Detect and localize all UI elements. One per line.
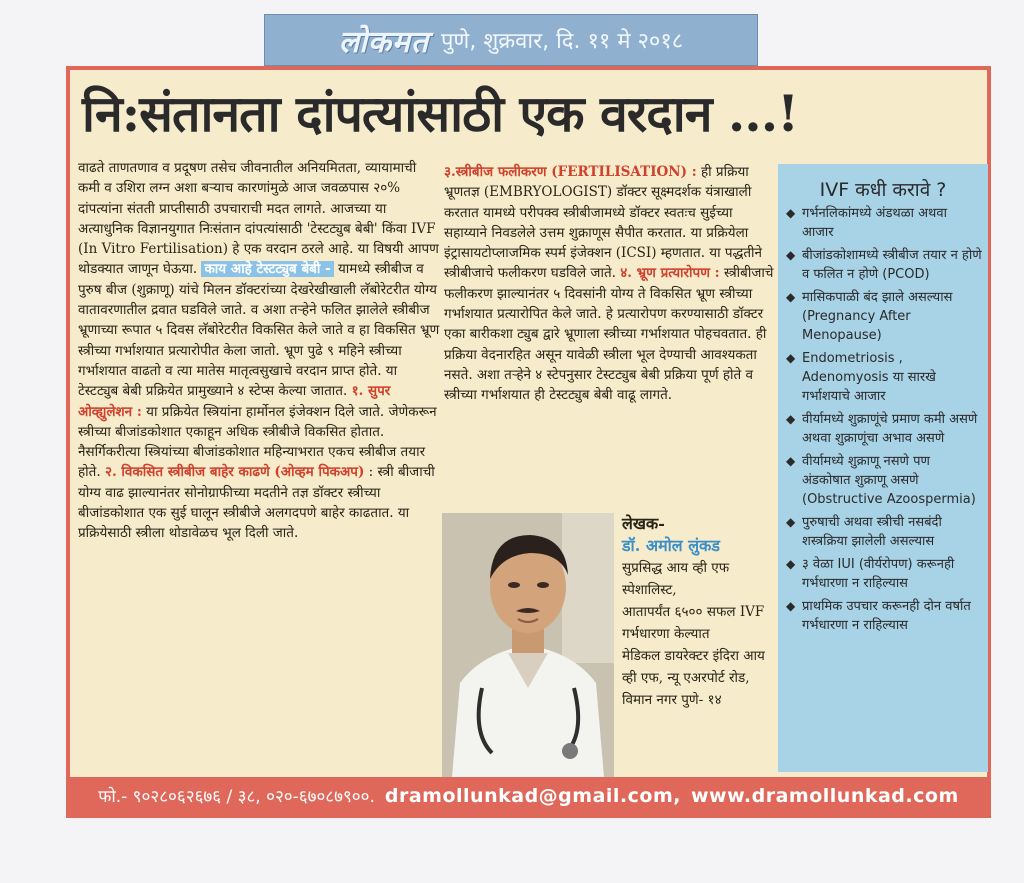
diamond-bullet-icon: ◆ [786, 290, 796, 304]
newspaper-clipping [66, 66, 991, 818]
author-photo [442, 513, 614, 777]
author-block [622, 513, 776, 711]
sidebar-title: IVF कधी करावे ? [819, 179, 947, 201]
list-item: ◆ ३ वेळा IUI (वीर्यरोपण) करूनही गर्भधारणा न राहिल्यास [786, 557, 955, 591]
list-item: ◆ बीजांडकोशामध्ये स्त्रीबीज तयार न होणे व फलित न होणे (PCOD) [786, 248, 982, 282]
author-record: आतापर्यंत ६५०० सफल IVF गर्भधारणा केल्यात [622, 604, 765, 642]
diamond-bullet-icon: ◆ [786, 454, 796, 468]
step1-heading: १. सुपर ओव्ह्युलेशन : [78, 383, 391, 420]
list-item: ◆ मासिकपाळी बंद झाले असल्यास (Pregnancy After Menopause) [786, 290, 953, 343]
step3-heading: ३.स्त्रीबीज फलीकरण (FERTILISATION) : [444, 164, 697, 180]
ivf-when-sidebar [778, 164, 988, 772]
step4-heading: ४. भ्रूण प्रत्यारोपण : [620, 265, 720, 282]
article-column-2 [444, 162, 774, 406]
step4-text: स्त्रीबीजाचे फलीकरण झाल्यानंतर ५ दिवसांनी योग्य ते विकसित भ्रूण स्त्रीच्या गर्भाशयात प्रत्यारोपित केले जाते. हे प्रत्यारोपण करण्यासाठी डॉक्टर एका बारीकशा ट्युब द्वारे भ्रूणाला स्त्रीच्या गर्भाशयात पोहचवतात. ही प्रक्रिया वेदनारहित असून यावेळी स्त्रीला भूल देण्याची आवश्यकता नसते. अशा तऱ्हेने ४ स्टेपनुसार टेस्टट्युब बेबी प्रक्रिया पूर्ण होते व स्त्रीच्या गर्भाशयात ही टेस्टट्युब बेबी वाढू लागते. [444, 265, 774, 404]
list-item: ◆ वीर्यामध्ये शुक्राणूंचे प्रमाण कमी असणे अथवा शुक्राणूंचा अभाव असणे [786, 412, 978, 446]
doctor-portrait-image [442, 513, 614, 777]
list-item: ◆ गर्भनलिकांमध्ये अंडथळा अथवा आजार [786, 206, 947, 240]
list-item: ◆ Endometriosis , Adenomyosis या सारखे गर्भाशयाचे आजार [786, 351, 936, 404]
article-headline: नि:संतानता दांपत्यांसाठी एक वरदान ...! [82, 84, 799, 143]
diamond-bullet-icon: ◆ [786, 599, 796, 613]
diamond-bullet-icon: ◆ [786, 557, 796, 571]
phone-numbers: फो.- ९०२८०६२६७६ / ३८, ०२०-६७०८७९००. [98, 787, 375, 807]
website-url: www.dramollunkad.com [690, 784, 959, 807]
what-is-text: यामध्ये स्त्रीबीज व पुरुष बीज (शुक्राणू) यांचे मिलन डॉक्टरांच्या देखरेखीखाली लॅबोरेटरीत योग्य वातावरणातील द्रवात घडविले जाते. व अशा तऱ्हेने फलित झालेले स्त्रीबीज भ्रूणाच्या रूपात ५ दिवस लॅबोरेटरीत विकसित केले जाते व हा विकसित भ्रूण स्त्रीच्या गर्भाशयात प्रत्यारोपीत केला जातो. भ्रूण पुढे ९ महिने स्त्रीच्या गर्भाशयात वाढतो व त्या मातेस मातृत्वसुखाचे वरदान प्राप्त होते. या टेस्टट्युब बेबी प्रक्रियेत प्रामुख्याने ४ स्टेप्स केल्या जातात. [78, 261, 440, 400]
what-is-heading: काय आहे टेस्टट्युब बेबी - [201, 261, 333, 277]
diamond-bullet-icon: ◆ [786, 206, 796, 220]
author-name: डॉ. अमोल लुंकड [622, 536, 720, 555]
step1-text: या प्रक्रियेत स्त्रियांना हार्मोनल इंजेक्शन दिले जाते. जेणेकरून स्त्रीच्या बीजांडकोशात एकाहून अधिक स्त्रीबीजे विकसित होतात. नैसर्गिकरीत्या स्त्रियांच्या बीजांडकोशात महिन्याभरात एकच स्त्रीबीज तयार होते. [78, 403, 437, 481]
author-title: सुप्रसिद्ध आय व्ही एफ स्पेशालिस्ट, [622, 560, 730, 598]
diamond-bullet-icon: ◆ [786, 351, 796, 365]
newspaper-masthead [264, 14, 758, 66]
list-item: ◆ वीर्यामध्ये शुक्राणू नसणे पण अंडकोषात शुक्राणू असणे (Obstructive Azoospermia) [786, 454, 976, 507]
article-column-1 [78, 158, 440, 544]
newspaper-logo: लोकमत [338, 24, 429, 60]
intro-text: वाढते ताणतणाव व प्रदूषण तसेच जीवनातील अनियमितता, व्यायामाची कमी व उशिरा लग्न अशा बऱ्याच कारणांमुळे आज जवळपास २०% दांपत्यांना संतती प्राप्तीसाठी उपचाराची मदत लागते. आजच्या या अत्याधुनिक विज्ञानयुगात निःसंतान दांपत्यांसाठी 'टेस्टट्युब बेबी' किंवा IVF (In Vitro Fertilisation) हे एक वरदान ठरले आहे. या विषयी आपण थोडक्यात जाणून घेऊया. [78, 160, 439, 278]
step3-text: ही प्रक्रिया भ्रूणतज्ञ (EMBRYOLOGIST) डॉक्टर सूक्ष्मदर्शक यंत्राखाली करतात यामध्ये परीपक्व स्त्रीबीजामध्ये डॉक्टर स्वतःच सुईच्या सहाय्याने निवडलेले उत्तम शुक्राणूस सैपीत करतात. या प्रक्रियेला इंट्रासायटोप्लाजमिक स्पर्म इंजेक्शन (ICSI) म्हणतात. या पद्धतीने स्त्रीबीजाचे फलीकरण घडविले जाते. [444, 164, 763, 282]
diamond-bullet-icon: ◆ [786, 412, 796, 426]
diamond-bullet-icon: ◆ [786, 515, 796, 529]
diamond-bullet-icon: ◆ [786, 248, 796, 262]
sidebar-list [778, 204, 988, 635]
step2-heading: २. विकसित स्त्रीबीज बाहेर काढणे (ओव्हम पिकअप) [104, 464, 365, 481]
step2-text: : स्त्री बीजाची योग्य वाढ झाल्यानंतर सोनोग्राफीच्या मदतीने तज्ञ डॉक्टर स्त्रीच्या बीजांडकोशात एक सुई घालून स्त्रीबीजे अलगदपणे बाहेर काढतात. या प्रक्रियेसाठी स्त्रीला थोडावेळच भूल दिली जाते. [78, 464, 435, 542]
contact-footer [70, 777, 987, 814]
email-address: dramollunkad@gmail.com, [384, 784, 681, 807]
author-address: मेडिकल डायरेक्टर इंदिरा आय व्ही एफ, न्यू एअरपोर्ट रोड, विमान नगर पुणे- १४ [622, 648, 765, 708]
list-item: ◆ प्राथमिक उपचार करूनही दोन वर्षात गर्भधारणा न राहिल्यास [786, 599, 971, 633]
list-item: ◆ पुरुषाची अथवा स्त्रीची नसबंदी शस्त्रक्रिया झालेली असल्यास [786, 515, 942, 549]
author-label: लेखक- [622, 514, 665, 533]
dateline: पुणे, शुक्रवार, दि. ११ मे २०१८ [440, 29, 684, 54]
